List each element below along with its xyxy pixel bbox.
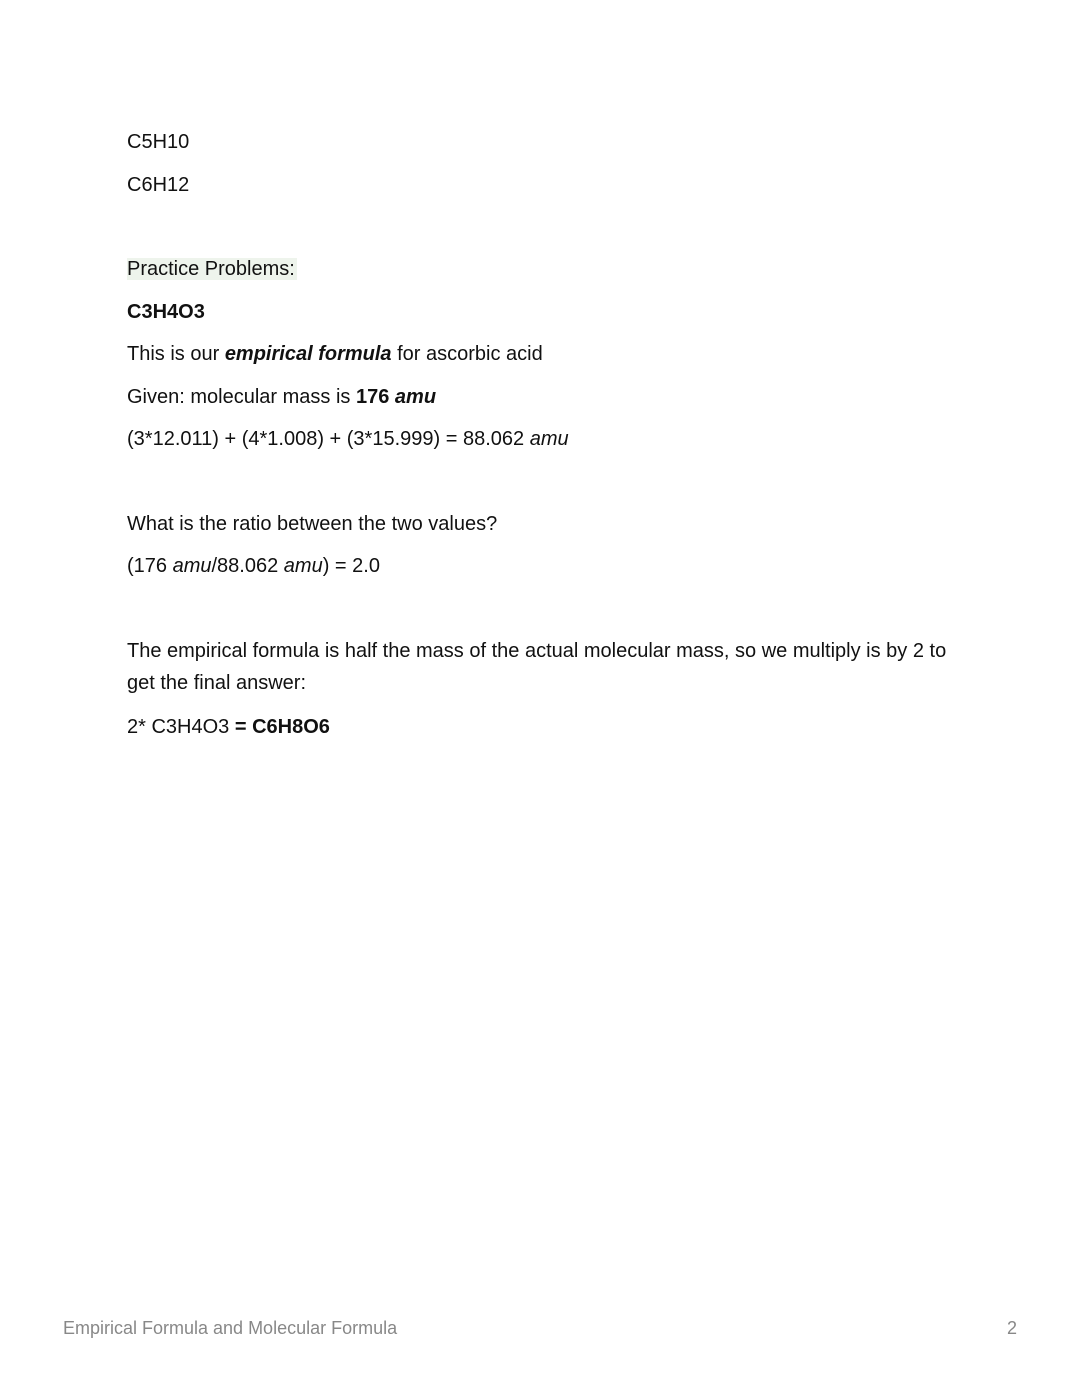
- empirical-statement: [127, 340, 947, 368]
- empirical-formula-heading: [127, 298, 947, 326]
- mass-calc-expression: (3*12.011) + (4*1.008) + (3*15.999) = 88.062: [127, 428, 530, 450]
- ratio-unit-2: amu: [283, 555, 323, 577]
- final-result: = C6H8O6: [234, 716, 330, 738]
- page-number: 2: [1006, 1318, 1017, 1338]
- final-answer: [127, 713, 947, 741]
- ratio-close: ) = 2.0: [322, 555, 380, 577]
- empirical-statement-suffix: for ascorbic acid: [391, 343, 543, 365]
- given-value: 176: [355, 385, 390, 408]
- page-content: [127, 128, 947, 756]
- ratio-question: What is the ratio between the two values?: [127, 512, 498, 535]
- empirical-formula-bold: C3H4O3: [127, 300, 205, 323]
- mass-calc-unit: amu: [529, 428, 569, 450]
- mass-calculation: [127, 425, 947, 453]
- ratio-unit-1: amu: [172, 555, 212, 577]
- ratio-open: (176: [127, 555, 173, 577]
- practice-heading-text: Practice Problems:: [127, 258, 295, 280]
- footer-title: Empirical Formula and Molecular Formula: [63, 1318, 398, 1338]
- empirical-formula-term: empirical formula: [224, 343, 392, 365]
- blank-line: [127, 595, 947, 637]
- ratio-mid: /88.062: [211, 555, 284, 577]
- ratio-calculation: [127, 552, 947, 580]
- given-unit: amu: [394, 385, 437, 408]
- practice-heading: [127, 255, 947, 283]
- blank-line: [127, 468, 947, 510]
- empirical-statement-prefix: This is our: [127, 343, 225, 365]
- explanation-paragraph: The empirical formula is half the mass of the actual molecular mass, so we multiply is by 2 to get the final answer:: [127, 639, 947, 694]
- formula-c5h10: C5H10: [127, 131, 190, 153]
- formula-c6h12: C6H12: [127, 173, 190, 196]
- given-prefix: Given: molecular mass is: [127, 385, 356, 408]
- blank-line: [127, 213, 947, 255]
- given-mass: [127, 383, 947, 411]
- final-prefix: 2* C3H4O3: [127, 716, 235, 738]
